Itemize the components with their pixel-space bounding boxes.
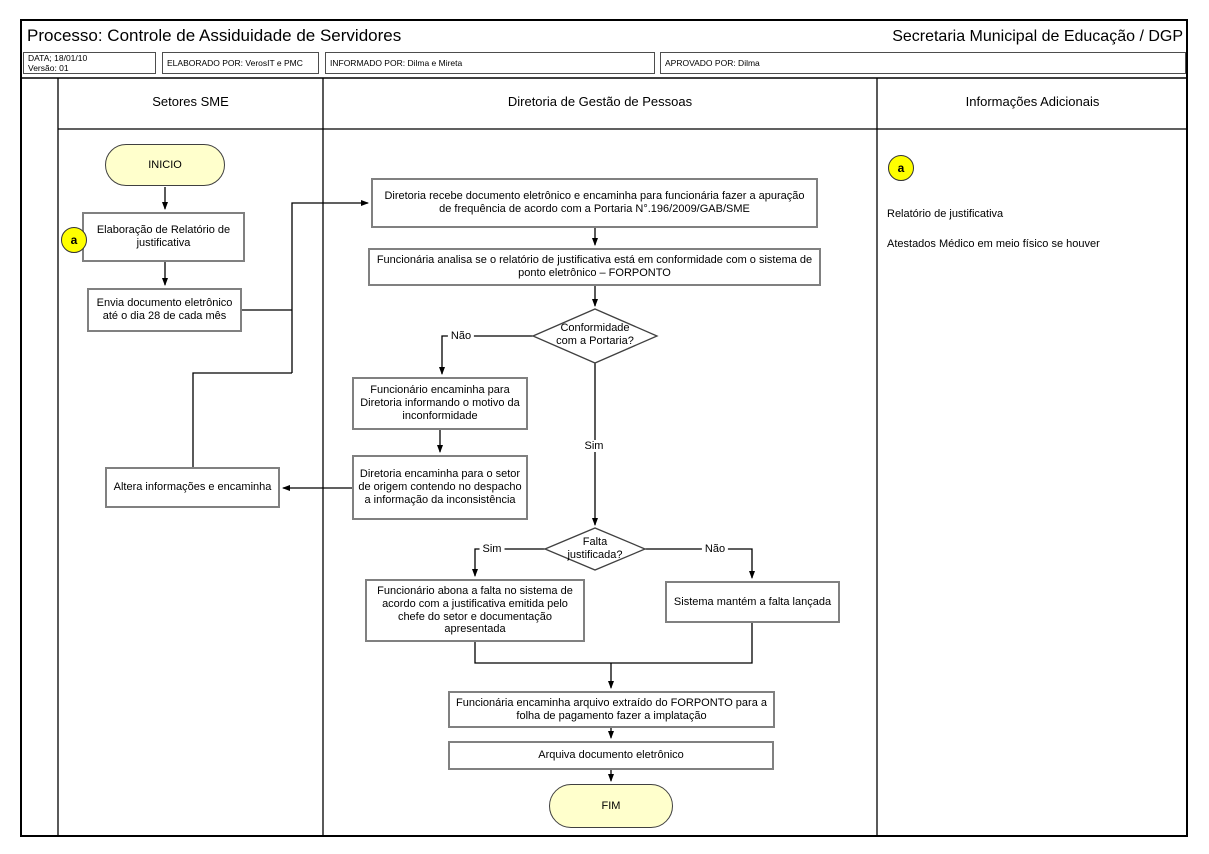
meta-date-box: [23, 52, 156, 74]
annotation-relatorio: Relatório de justificativa: [887, 208, 1004, 220]
badge-a-target: a: [888, 155, 914, 181]
process-title: Processo: Controle de Assiduidade de Servidores: [27, 26, 402, 45]
meta-approved-box: [660, 52, 1186, 74]
lane-header-setores-sme: Setores SME: [152, 94, 229, 109]
node-inicio: INICIO: [105, 144, 225, 186]
badge-a-source: a: [61, 227, 87, 253]
annotation-atestados: Atestados Médico em meio físico se houver: [887, 238, 1100, 250]
edge-label-conformidade-nao: Não: [448, 330, 474, 342]
lane-header-diretoria: Diretoria de Gestão de Pessoas: [507, 94, 693, 109]
node-analisa: Funcionária analisa se o relatório de justificativa está em conformidade com o sistema de ponto eletrônico – FORPONTO: [368, 248, 821, 286]
node-elaboracao: Elaboração de Relatório de justificativa: [82, 212, 245, 262]
meta-approved: APROVADO POR: Dilma: [665, 57, 760, 68]
meta-version: Versão: 01: [28, 63, 69, 73]
decision-falta-label: Falta justificada?: [567, 536, 623, 561]
node-forponto-arquivo: Funcionária encaminha arquivo extraído do FORPONTO para a folha de pagamento fazer a implatação: [448, 691, 775, 728]
meta-informed: INFORMADO POR: Dilma e Mireta: [330, 57, 463, 68]
node-despacho: Diretoria encaminha para o setor de origem contendo no despacho a informação da inconsistência: [352, 455, 528, 520]
meta-elaborated-box: [162, 52, 319, 74]
meta-informed-box: [325, 52, 655, 74]
node-abona: Funcionário abona a falta no sistema de acordo com a justificativa emitida pelo chefe do setor e documentação apresentada: [365, 579, 585, 642]
edge-label-falta-sim: Sim: [480, 543, 505, 555]
node-mantem: Sistema mantém a falta lançada: [665, 581, 840, 623]
meta-date: DATA; 18/01/10: [28, 52, 88, 63]
edge-label-conformidade-sim: Sim: [582, 440, 607, 452]
org-title: Secretaria Municipal de Educação / DGP: [892, 28, 1183, 45]
decision-conformidade-label: Conformidade com a Portaria?: [556, 322, 634, 347]
meta-elaborated: ELABORADO POR: VerosIT e PMC: [167, 57, 303, 68]
lane-header-informacoes: Informações Adicionais: [965, 94, 1100, 109]
node-motivo: Funcionário encaminha para Diretoria informando o motivo da inconformidade: [352, 377, 528, 430]
node-fim: FIM: [549, 784, 673, 828]
node-arquiva: Arquiva documento eletrônico: [448, 741, 774, 770]
node-altera: Altera informações e encaminha: [105, 467, 280, 508]
edge-label-falta-nao: Não: [702, 543, 728, 555]
node-envia: Envia documento eletrônico até o dia 28 de cada mês: [87, 288, 242, 332]
node-recebe: Diretoria recebe documento eletrônico e encaminha para funcionária fazer a apuração de frequência de acordo com a Portaria N°.196/2009/GAB/SME: [371, 178, 818, 228]
